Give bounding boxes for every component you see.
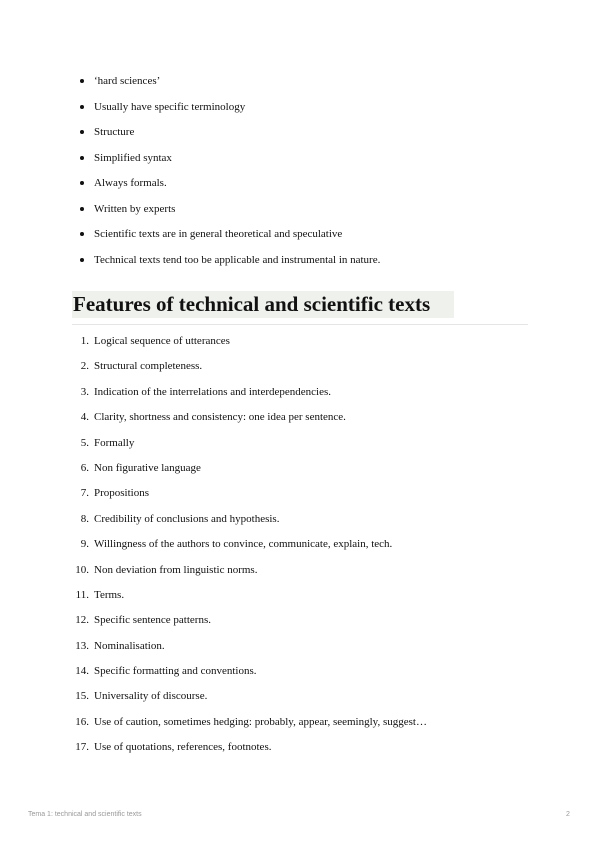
bullet-item: Usually have specific terminology — [80, 97, 380, 123]
list-item — [60, 560, 427, 585]
list-item — [60, 534, 427, 559]
item-text: Willingness of the authors to convince, communicate, explain, tech. — [94, 538, 393, 551]
list-item — [60, 610, 427, 635]
item-number: 17. — [75, 741, 89, 754]
list-item — [60, 433, 427, 458]
item-text: Universality of discourse. — [94, 690, 208, 703]
item-text: Specific sentence patterns. — [94, 614, 211, 627]
item-text: Nominalisation. — [94, 639, 165, 652]
item-number: 15. — [75, 690, 89, 703]
list-item — [60, 585, 427, 610]
item-text: Terms. — [94, 588, 125, 601]
item-text: Use of quotations, references, footnotes. — [94, 741, 272, 754]
item-text: Non figurative language — [94, 461, 201, 474]
section-heading: Features of technical and scientific texts — [72, 291, 454, 318]
item-number: 13. — [75, 639, 89, 652]
item-text: Non deviation from linguistic norms. — [94, 563, 258, 576]
item-number: 7. — [80, 487, 89, 500]
list-item — [60, 509, 427, 534]
list-item — [60, 331, 427, 356]
item-number: 5. — [80, 436, 89, 449]
list-item — [60, 686, 427, 711]
item-text: Credibility of conclusions and hypothesis. — [94, 512, 280, 525]
bullet-item: Written by experts — [80, 199, 380, 225]
page-number: 2 — [566, 811, 570, 818]
item-number: 12. — [75, 614, 89, 627]
bullet-list — [80, 71, 380, 275]
item-number: 4. — [80, 411, 89, 424]
list-item — [60, 382, 427, 407]
list-item — [60, 661, 427, 686]
item-text: Specific formatting and conventions. — [94, 665, 257, 678]
page-footer-title: Tema 1: technical and scientific texts — [28, 811, 142, 818]
item-number: 9. — [80, 538, 89, 551]
item-number: 8. — [80, 512, 89, 525]
list-item — [60, 636, 427, 661]
item-number: 16. — [75, 715, 89, 728]
list-item — [60, 458, 427, 483]
item-number: 3. — [80, 385, 89, 398]
bullet-item: Simplified syntax — [80, 148, 380, 174]
bullet-item: Always formals. — [80, 173, 380, 199]
heading-divider — [72, 324, 528, 325]
list-item — [60, 737, 427, 762]
item-number: 2. — [80, 360, 89, 373]
item-number: 6. — [80, 461, 89, 474]
bullet-item: Structure — [80, 122, 380, 148]
item-text: Logical sequence of utterances — [94, 335, 230, 347]
list-item — [60, 407, 427, 432]
item-number: 1. — [80, 335, 89, 347]
list-item — [60, 712, 427, 737]
item-text: Indication of the interrelations and interdependencies. — [94, 385, 332, 398]
item-text: Formally — [94, 436, 135, 449]
item-number: 10. — [75, 563, 89, 576]
list-item — [60, 356, 427, 381]
features-list — [60, 331, 427, 763]
item-text: Structural completeness. — [94, 360, 203, 373]
bullet-item: ‘hard sciences’ — [80, 71, 380, 97]
item-text: Propositions — [94, 487, 150, 500]
item-text: Use of caution, sometimes hedging: probably, appear, seemingly, suggest… — [94, 715, 427, 728]
item-number: 11. — [75, 588, 89, 601]
item-text: Clarity, shortness and consistency: one idea per sentence. — [94, 411, 346, 424]
list-item — [60, 483, 427, 508]
bullet-item: Scientific texts are in general theoretical and speculative — [80, 224, 380, 250]
item-number: 14. — [75, 665, 89, 678]
bullet-item: Technical texts tend too be applicable and instrumental in nature. — [80, 250, 380, 276]
